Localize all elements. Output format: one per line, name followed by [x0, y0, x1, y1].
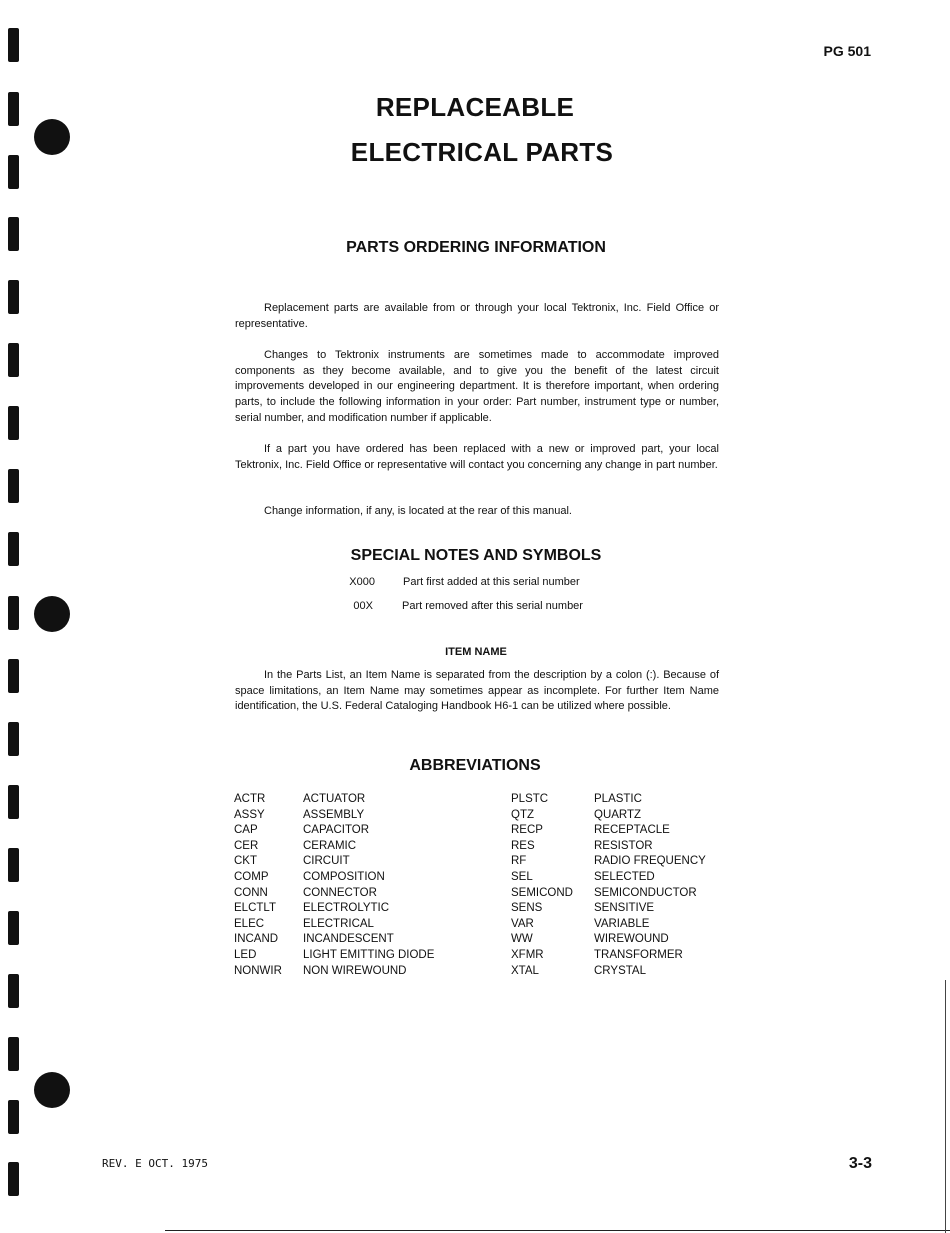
binder-mark	[8, 974, 19, 1008]
abbreviation: CAP	[234, 824, 258, 837]
binder-mark	[8, 659, 19, 693]
abbreviation: LED	[234, 948, 257, 961]
special-notes-heading: SPECIAL NOTES AND SYMBOLS	[350, 547, 602, 564]
punch-hole	[34, 1072, 70, 1108]
page-edge-line	[945, 980, 946, 1233]
binder-mark	[8, 343, 19, 377]
abbreviation: ELCTLT	[234, 902, 276, 915]
abbreviation-meaning: ASSEMBLY	[303, 808, 365, 821]
abbreviation: SEL	[511, 870, 533, 883]
abbreviation: RF	[511, 855, 527, 868]
punch-hole	[34, 596, 70, 632]
paragraph-text: Replacement parts are available from or through your local Tektronix, Inc. Field Office or representative.	[235, 302, 719, 330]
abbreviation-meaning: INCANDESCENT	[303, 933, 394, 946]
abbreviation-meaning: VARIABLE	[594, 917, 650, 930]
meaning-column	[594, 792, 706, 979]
abbreviation-meaning: WIREWOUND	[594, 933, 669, 946]
page-id: PG 501	[823, 43, 871, 59]
binder-mark	[8, 1100, 19, 1134]
abbreviation-meaning: ELECTROLYTIC	[303, 902, 390, 915]
abbreviation-meaning: SELECTED	[594, 870, 655, 883]
abbreviation: CKT	[234, 855, 257, 868]
abbreviation-meaning: SEMICONDUCTOR	[594, 886, 697, 899]
abbreviation: SENS	[511, 902, 543, 915]
binder-mark	[8, 280, 19, 314]
paragraph	[235, 504, 719, 520]
binder-mark	[8, 911, 19, 945]
page-number: 3-3	[848, 1155, 872, 1172]
abbreviation: ACTR	[234, 793, 266, 805]
item-name-heading: ITEM NAME	[445, 646, 507, 658]
binder-mark	[8, 785, 19, 819]
binder-mark	[8, 469, 19, 503]
symbol-description: Part removed after this serial number	[402, 600, 583, 612]
paragraph	[235, 301, 719, 332]
abbreviation-meaning: SENSITIVE	[594, 902, 655, 915]
abbreviation: COMP	[234, 870, 269, 883]
abbreviation-meaning: RESISTOR	[594, 839, 653, 852]
abbreviation-meaning: PLASTIC	[594, 793, 642, 805]
abbreviation: INCAND	[234, 933, 279, 946]
abbreviation-column	[234, 792, 282, 979]
abbreviation-meaning: CRYSTAL	[594, 964, 646, 977]
abbreviation-meaning: CERAMIC	[303, 839, 357, 852]
abbreviation: RECP	[511, 824, 543, 837]
paragraph	[235, 348, 719, 427]
binder-mark	[8, 596, 19, 630]
abbreviation-meaning: TRANSFORMER	[594, 948, 683, 961]
binder-mark	[8, 1037, 19, 1071]
abbreviation: ASSY	[234, 808, 265, 821]
abbreviation: SEMICOND	[511, 886, 573, 899]
symbol-description: Part first added at this serial number	[403, 576, 580, 588]
abbreviation-meaning: RECEPTACLE	[594, 824, 670, 837]
abbreviation: WW	[511, 933, 533, 946]
binder-mark	[8, 1162, 19, 1196]
abbreviation: ELEC	[234, 917, 265, 930]
abbreviation: CER	[234, 839, 259, 852]
paragraph-text: In the Parts List, an Item Name is separated from the description by a colon (:). Because of space limitations, an Item Name may sometimes appear as incomplete. For further Item Name identification, the U.S. Federal Cataloging Handbook H6-1 can be utilized where possible.	[235, 669, 719, 713]
page-edge-line	[165, 1230, 950, 1231]
abbreviation: PLSTC	[511, 793, 549, 805]
abbreviation: NONWIR	[234, 964, 282, 977]
paragraph	[235, 668, 719, 715]
abbreviation: XTAL	[511, 964, 539, 977]
abbreviation-meaning: QUARTZ	[594, 808, 642, 821]
binder-mark	[8, 406, 19, 440]
paragraph-text: If a part you have ordered has been replaced with a new or improved part, your local Tektronix, Inc. Field Office or representative will contact you concerning any change in part number.	[235, 443, 719, 471]
abbreviations-heading: ABBREVIATIONS	[409, 757, 541, 774]
abbreviation: CONN	[234, 886, 268, 899]
abbreviation-meaning: CAPACITOR	[303, 824, 370, 837]
abbreviation-meaning: NON WIREWOUND	[303, 964, 407, 977]
abbreviation-column	[511, 792, 573, 979]
paragraph-text: Changes to Tektronix instruments are sometimes made to accommodate improved components as they become available, and to give you the benefit of the latest circuit improvements developed in our engineering department. It is therefore important, when ordering parts, to include the following information in your order: Part number, instrument type or number, serial number, and modification number if applicable.	[235, 349, 719, 424]
page-title-line1: REPLACEABLE	[375, 92, 575, 122]
abbreviation: RES	[511, 839, 535, 852]
binder-mark	[8, 848, 19, 882]
paragraph	[235, 442, 719, 473]
abbreviation-meaning: CIRCUIT	[303, 855, 350, 868]
abbreviation-meaning: COMPOSITION	[303, 870, 385, 883]
symbol-code: X000	[349, 576, 375, 588]
abbreviation-meaning: CONNECTOR	[303, 886, 377, 899]
abbreviation: XFMR	[511, 948, 544, 961]
binder-mark	[8, 722, 19, 756]
abbreviation-meaning: ACTUATOR	[303, 793, 366, 805]
parts-ordering-heading: PARTS ORDERING INFORMATION	[346, 239, 606, 256]
symbol-code: 00X	[353, 600, 373, 612]
abbreviation-meaning: LIGHT EMITTING DIODE	[303, 948, 435, 961]
abbreviation: QTZ	[511, 808, 534, 821]
page-title-line2: ELECTRICAL PARTS	[350, 137, 614, 167]
meaning-column	[303, 792, 434, 979]
paragraph-text: Change information, if any, is located at the rear of this manual.	[264, 505, 572, 517]
abbreviation-meaning: ELECTRICAL	[303, 917, 374, 930]
binder-mark	[8, 28, 19, 62]
abbreviation: VAR	[511, 917, 534, 930]
abbreviation-meaning: RADIO FREQUENCY	[594, 855, 706, 868]
revision-date: REV. E OCT. 1975	[102, 1157, 208, 1170]
